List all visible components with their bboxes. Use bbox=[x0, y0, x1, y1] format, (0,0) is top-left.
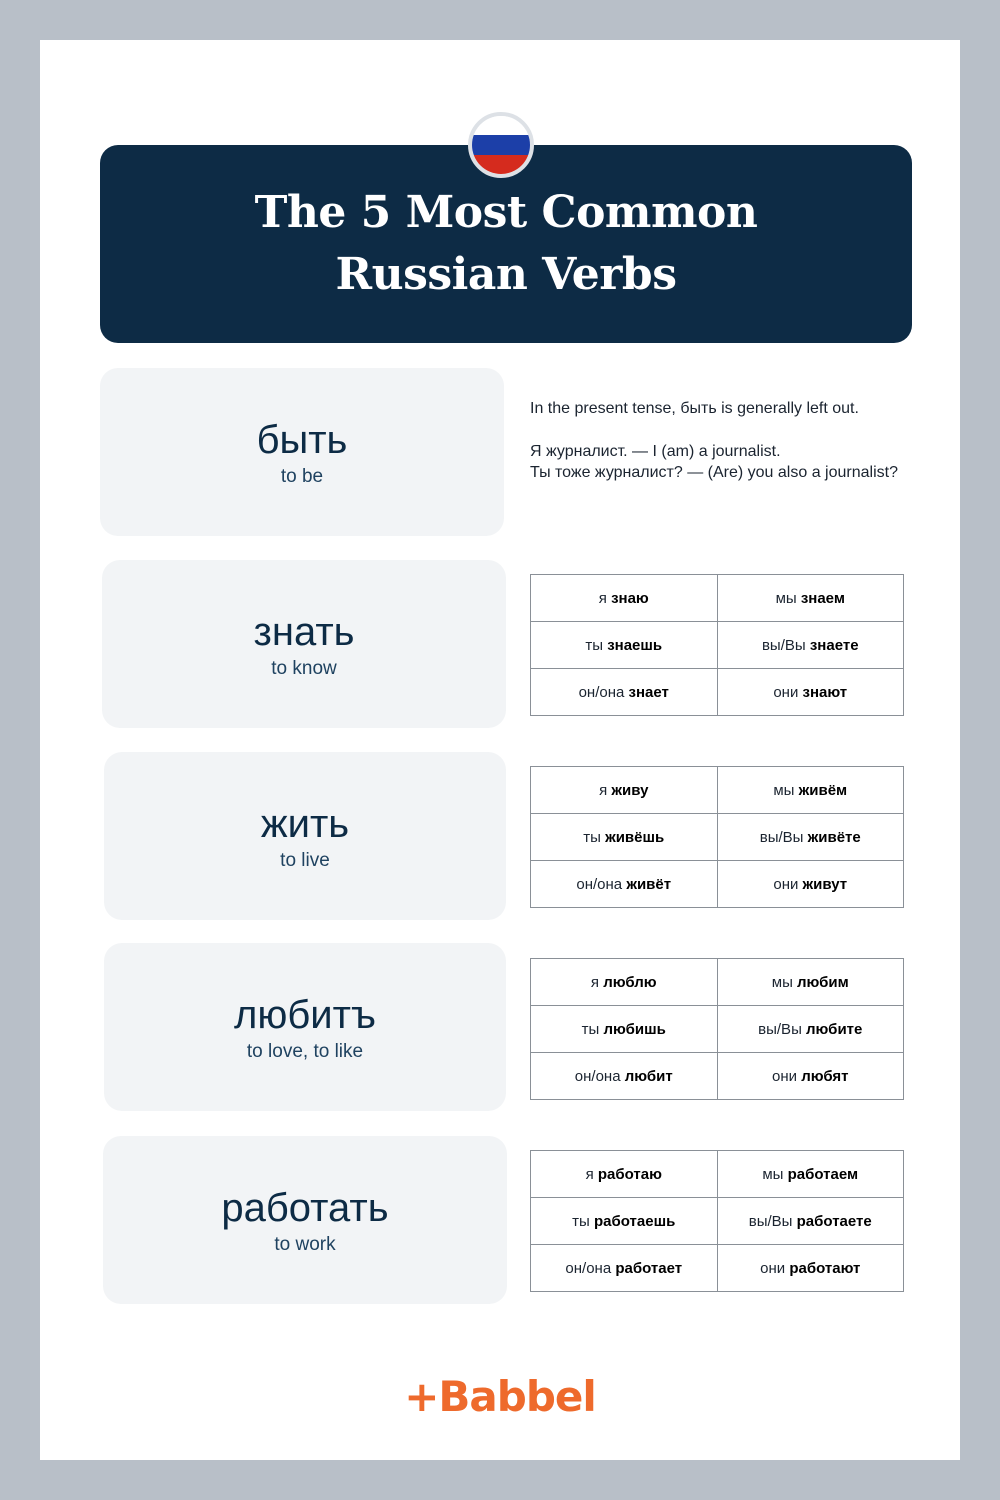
conj-cell: он/она работает bbox=[531, 1245, 718, 1292]
conj-cell: они работают bbox=[717, 1245, 904, 1292]
verb-card-byt bbox=[100, 368, 504, 536]
note-line: In the present tense, быть is generally left out. bbox=[530, 400, 859, 417]
verb-word: работать bbox=[221, 1186, 389, 1230]
conj-cell: мы знаем bbox=[717, 575, 904, 622]
verb-card-zhit bbox=[104, 752, 506, 920]
conj-cell: ты любишь bbox=[531, 1006, 718, 1053]
verb-meaning: to love, to like bbox=[246, 1041, 364, 1062]
title-line-1: The 5 Most Common bbox=[254, 187, 758, 238]
conj-cell: я живу bbox=[531, 767, 718, 814]
conj-cell: ты знаешь bbox=[531, 622, 718, 669]
conjugation-table-znat bbox=[530, 574, 904, 716]
conjugation-table-lyubit bbox=[530, 958, 904, 1100]
verb-meaning: to work bbox=[274, 1234, 336, 1255]
verb-word: быть bbox=[256, 418, 348, 462]
conj-cell: я люблю bbox=[531, 959, 718, 1006]
conj-cell: он/она живёт bbox=[531, 861, 718, 908]
infographic-page bbox=[40, 40, 960, 1460]
verb-card-lyubit bbox=[104, 943, 506, 1111]
conj-cell: они любят bbox=[717, 1053, 904, 1100]
conjugation-table-rabotat bbox=[530, 1150, 904, 1292]
verb-word: любитъ bbox=[234, 993, 376, 1037]
babbel-logo: +Babbel bbox=[404, 1372, 596, 1421]
note-example-1: Я журналист. — I (am) a journalist. bbox=[530, 443, 781, 460]
conj-cell: он/она любит bbox=[531, 1053, 718, 1100]
byt-usage-note bbox=[530, 398, 910, 483]
conj-cell: они знают bbox=[717, 669, 904, 716]
conj-cell: мы работаем bbox=[717, 1151, 904, 1198]
verb-word: знать bbox=[253, 610, 355, 654]
conj-cell: они живут bbox=[717, 861, 904, 908]
russia-flag-icon bbox=[468, 112, 534, 178]
conj-cell: вы/Вы знаете bbox=[717, 622, 904, 669]
conj-cell: он/она знает bbox=[531, 669, 718, 716]
conj-cell: вы/Вы любите bbox=[717, 1006, 904, 1053]
conj-cell: я работаю bbox=[531, 1151, 718, 1198]
verb-card-rabotat bbox=[103, 1136, 507, 1304]
verb-meaning: to be bbox=[280, 466, 324, 487]
conjugation-table-zhit bbox=[530, 766, 904, 908]
conj-cell: мы любим bbox=[717, 959, 904, 1006]
conj-cell: ты живёшь bbox=[531, 814, 718, 861]
conj-cell: ты работаешь bbox=[531, 1198, 718, 1245]
conj-cell: вы/Вы живёте bbox=[717, 814, 904, 861]
title-line-2: Russian Verbs bbox=[335, 249, 677, 300]
conj-cell: вы/Вы работаете bbox=[717, 1198, 904, 1245]
verb-word: жить bbox=[260, 802, 350, 846]
verb-card-znat bbox=[102, 560, 506, 728]
conj-cell: я знаю bbox=[531, 575, 718, 622]
verb-meaning: to know bbox=[271, 658, 337, 679]
conj-cell: мы живём bbox=[717, 767, 904, 814]
verb-meaning: to live bbox=[280, 850, 330, 871]
note-example-2: Ты тоже журналист? — (Are) you also a journalist? bbox=[530, 464, 898, 481]
